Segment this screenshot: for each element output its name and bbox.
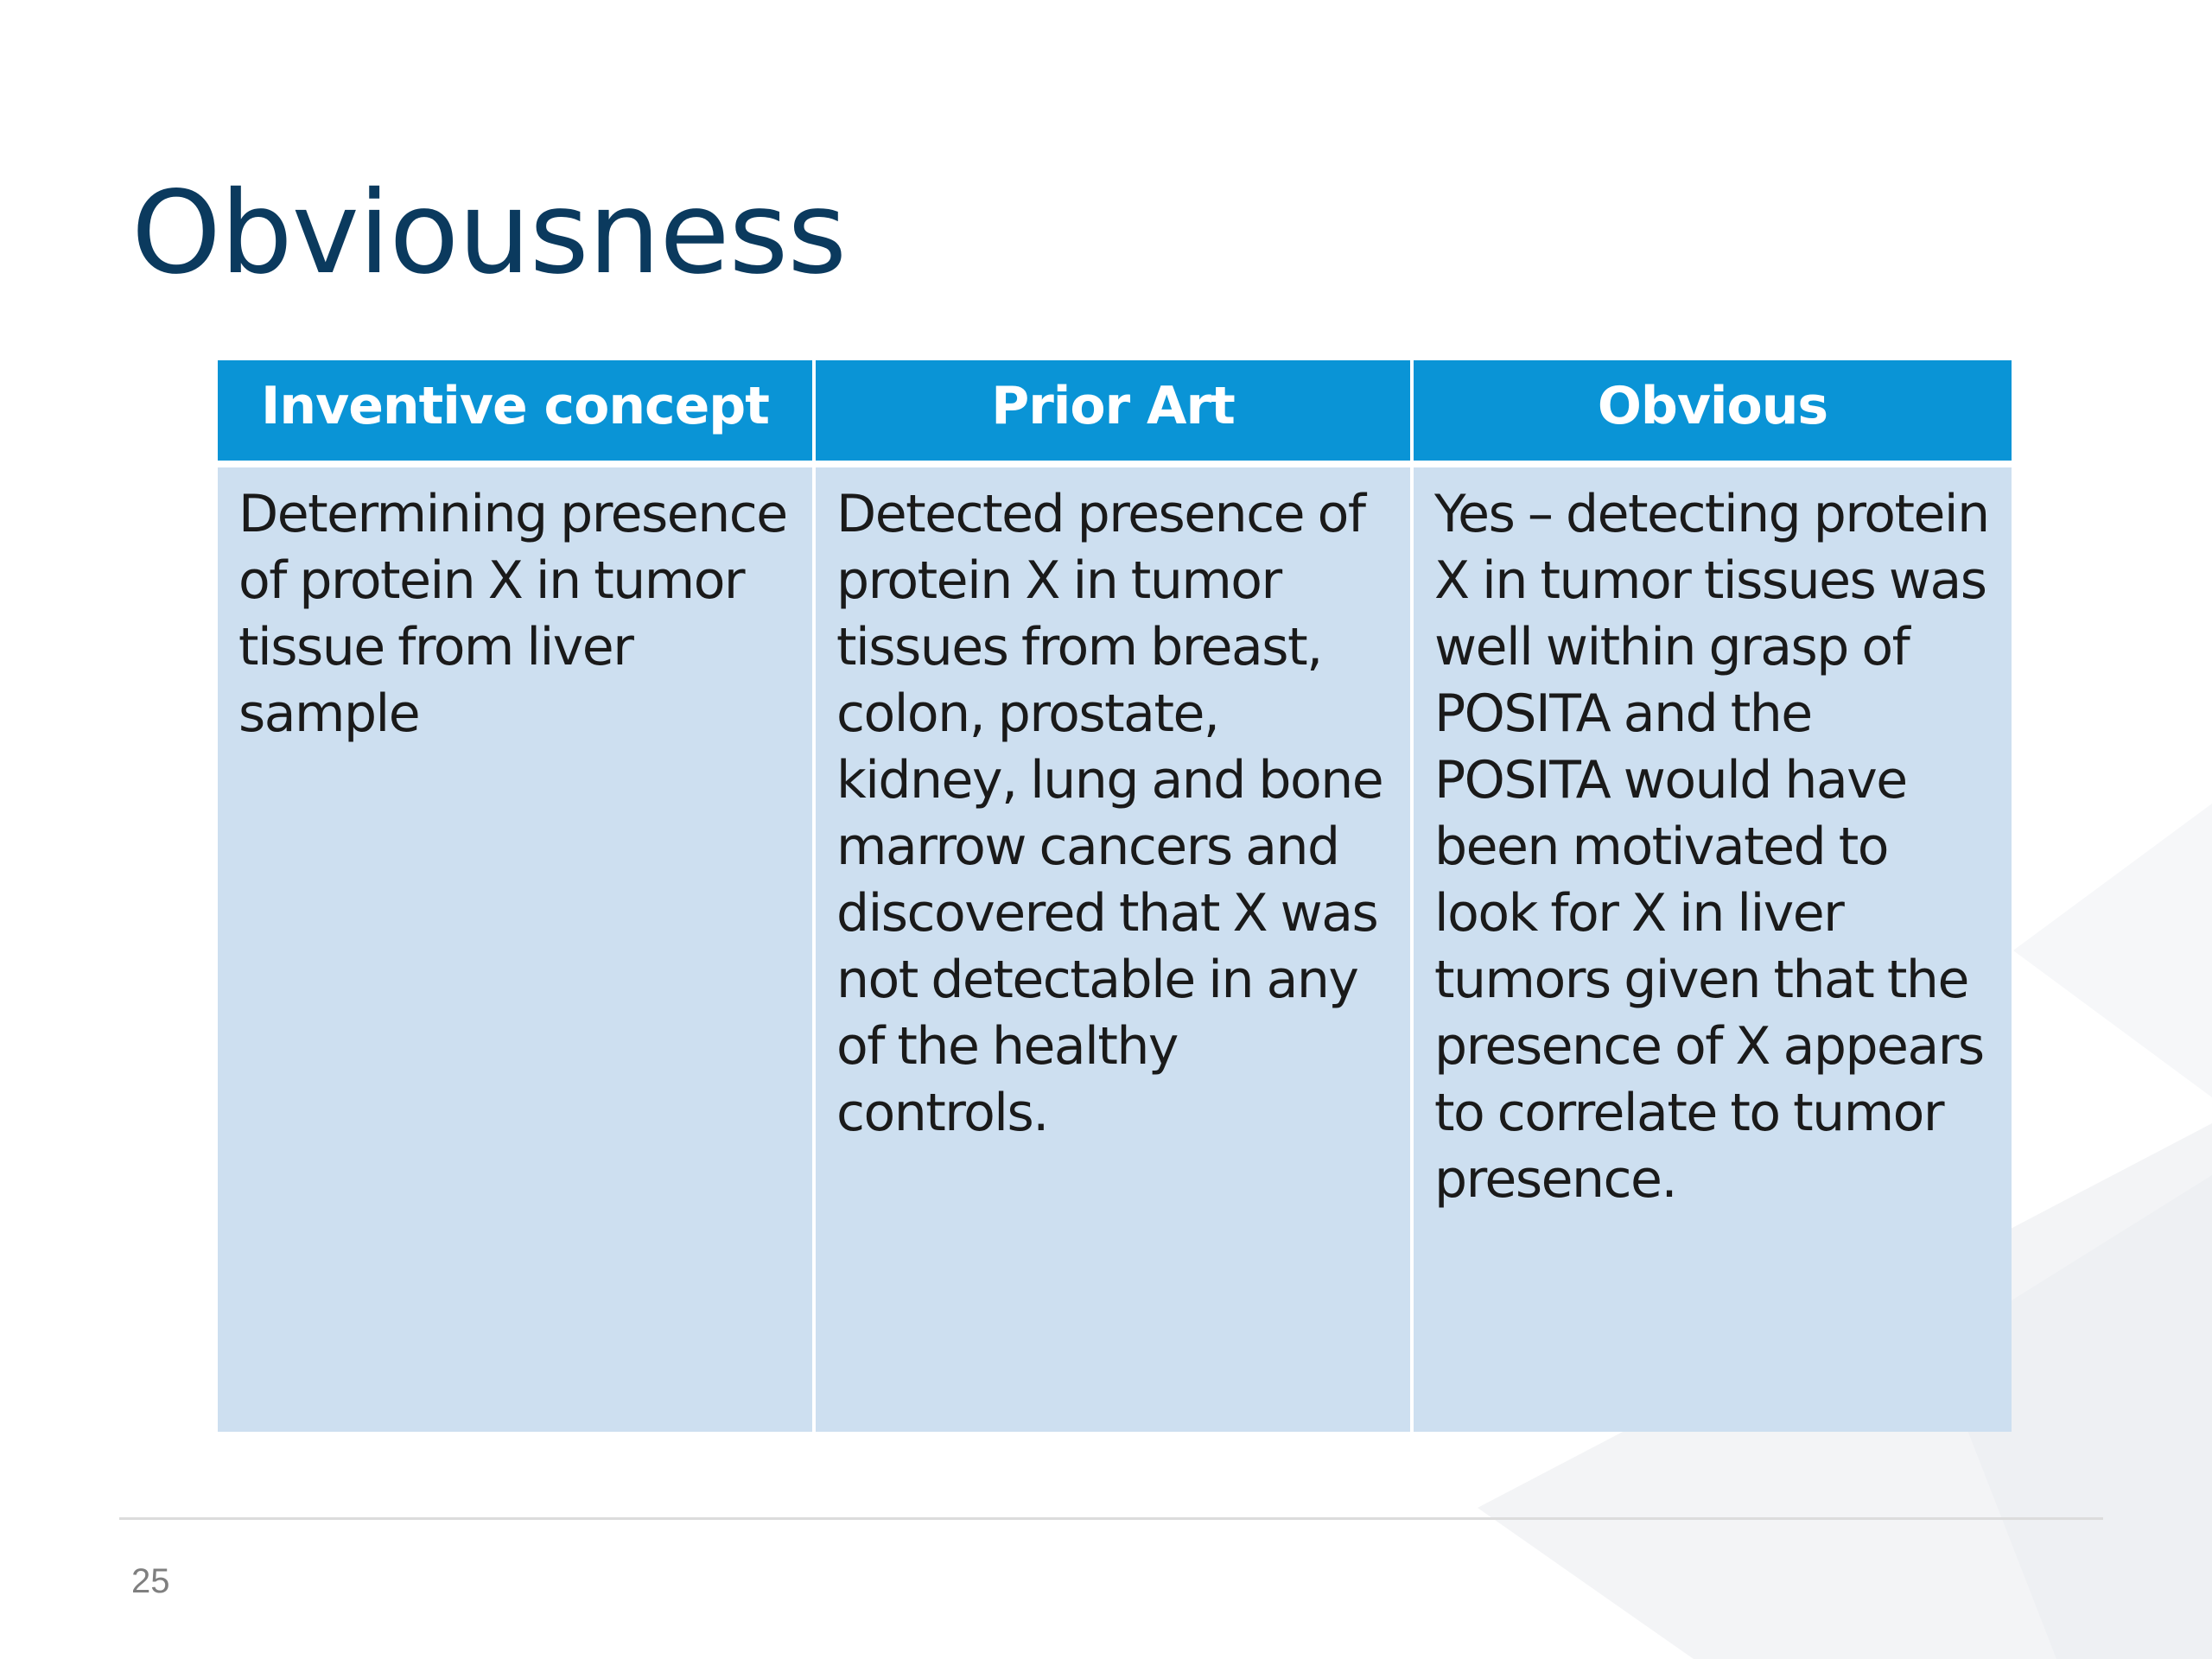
header-prior-art: Prior Art: [816, 360, 1414, 467]
comparison-table-wrapper: [218, 360, 2012, 1432]
cell-obvious: Yes – detecting protein X in tumor tissues was well within grasp of POSITA and the POSITA would have been motivated to look for X in liver tumors given that the presence of X appears to correlate to tumor presence.: [1414, 467, 2012, 1432]
cell-prior-art: Detected presence of protein X in tumor tissues from breast, colon, prostate, kidney, lung and bone marrow cancers and discovered that X was not detectable in any of the healthy controls.: [816, 467, 1414, 1432]
comparison-table: [218, 360, 2012, 1432]
header-inventive-concept: Inventive concept: [218, 360, 816, 467]
cell-inventive-concept: Determining presence of protein X in tumor tissue from liver sample: [218, 467, 816, 1432]
footer-divider: [119, 1517, 2103, 1520]
slide-title: Obviousness: [131, 167, 847, 300]
page-number: 25: [131, 1562, 170, 1600]
table-row: [218, 467, 2012, 1432]
table-header-row: [218, 360, 2012, 467]
header-obvious: Obvious: [1414, 360, 2012, 467]
